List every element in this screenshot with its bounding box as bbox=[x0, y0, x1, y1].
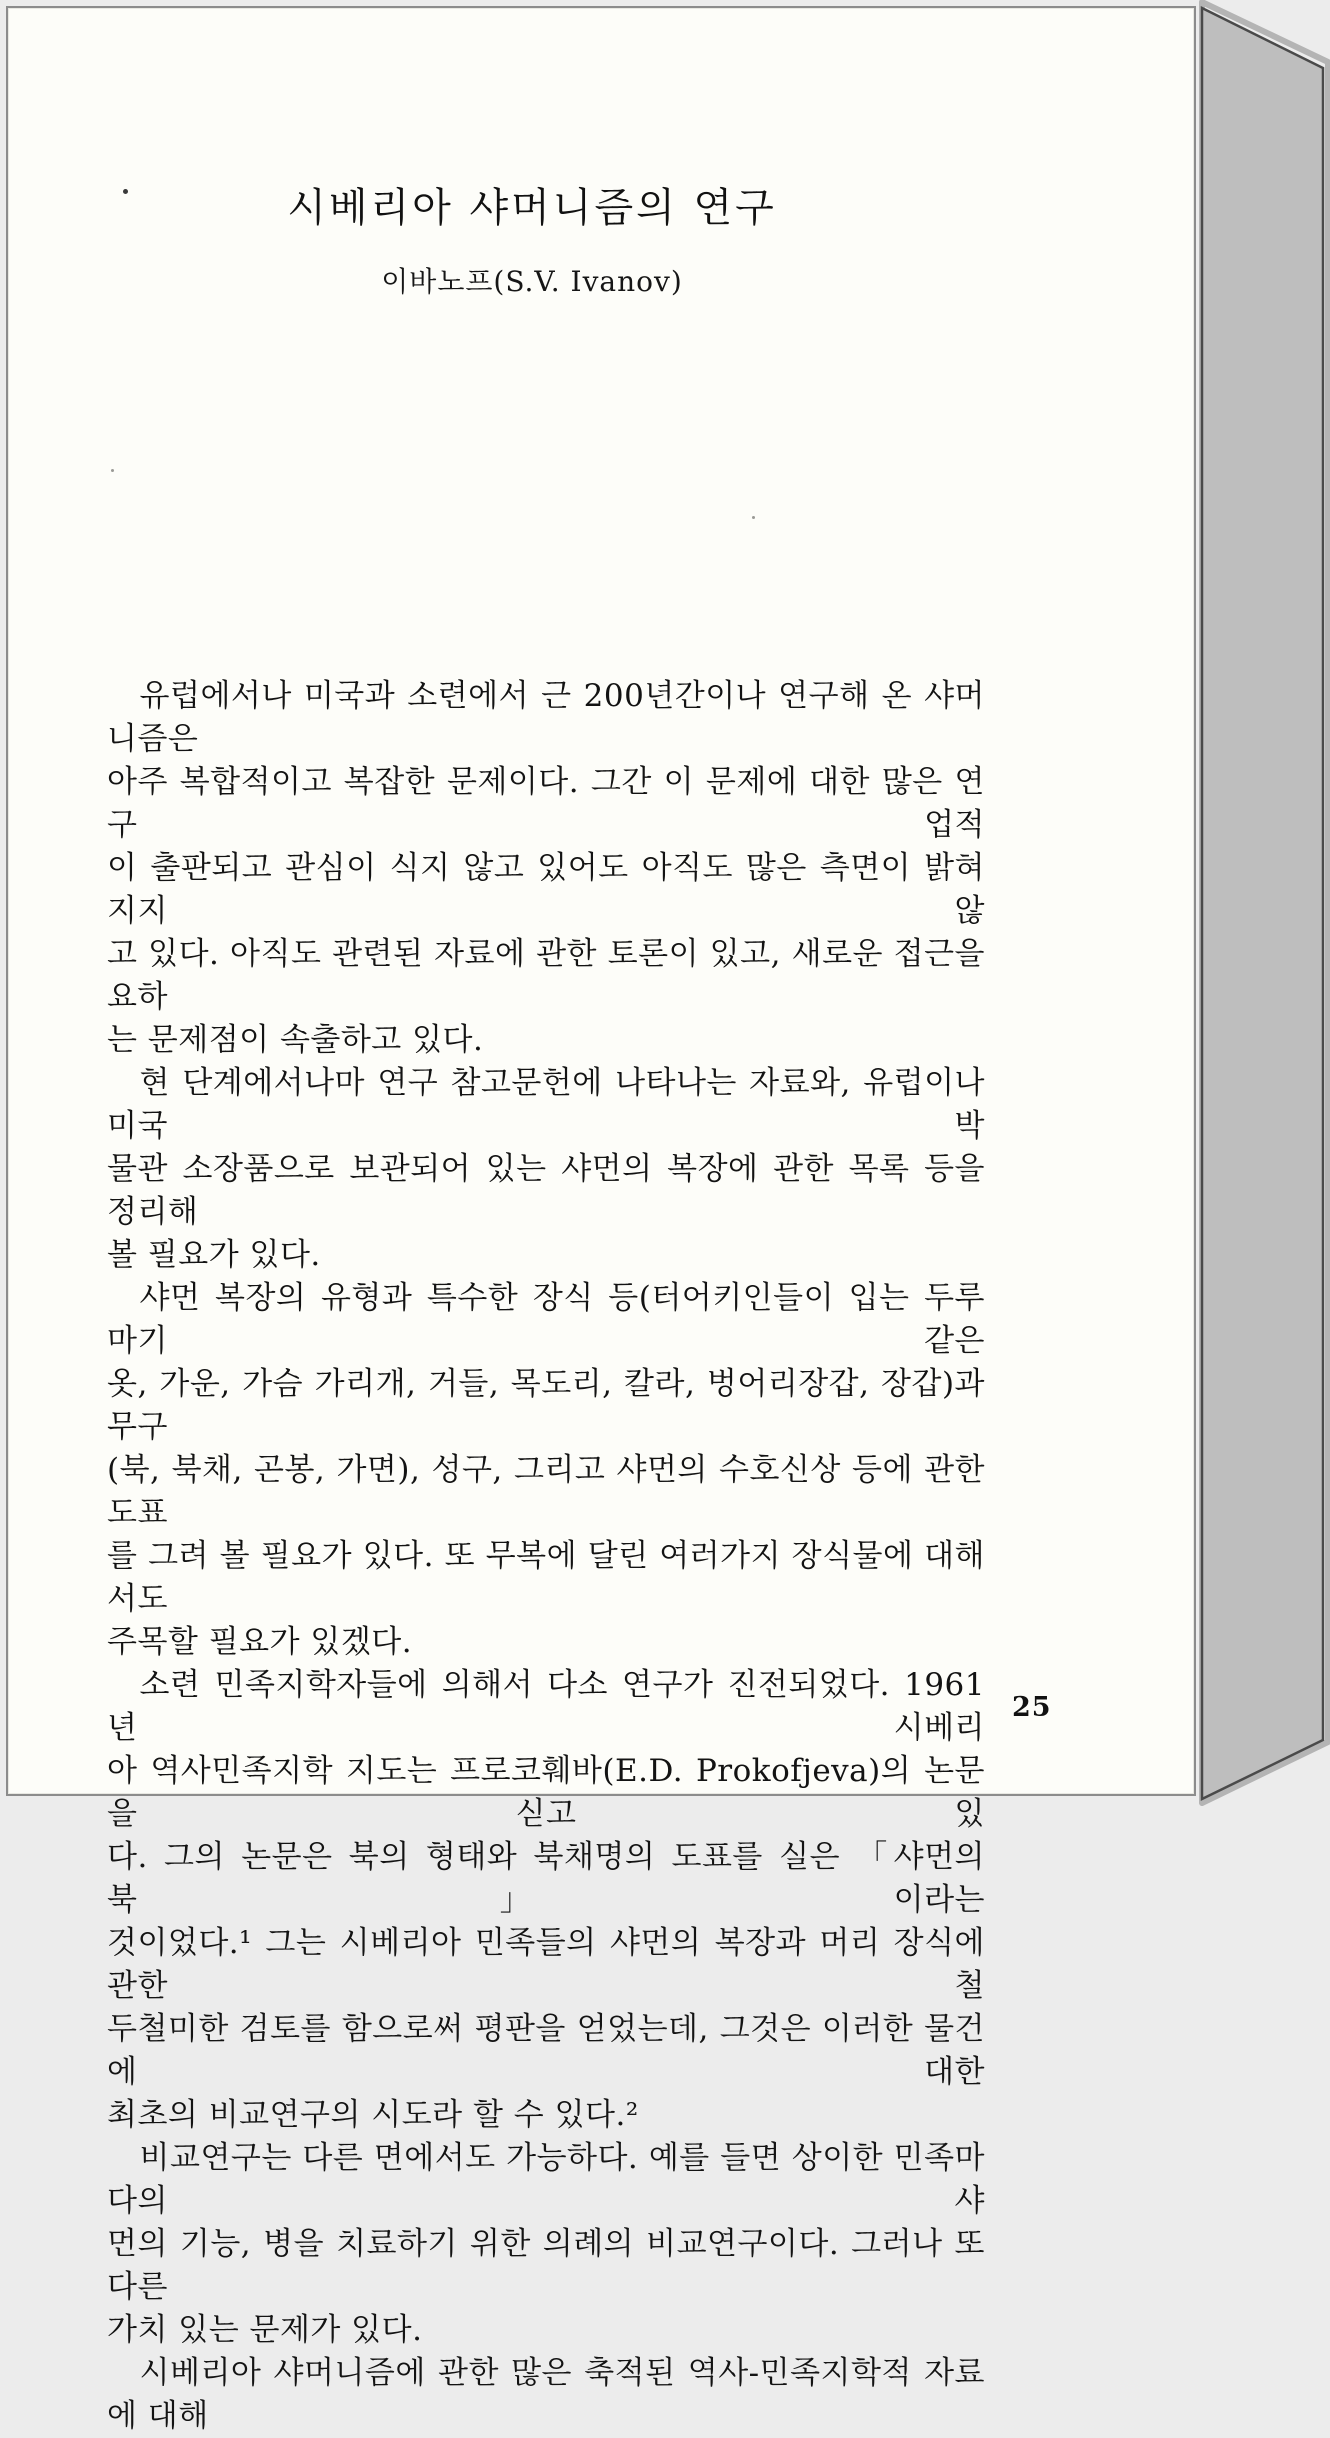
body-line: 물관 소장품으로 보관되어 있는 샤먼의 복장에 관한 목록 등을 정리해 bbox=[107, 1151, 985, 1230]
paragraph bbox=[107, 675, 985, 1062]
body-line: 주목할 필요가 있겠다. bbox=[107, 1624, 413, 1660]
book-pages-edge bbox=[1195, 0, 1330, 1806]
paragraph bbox=[107, 2137, 985, 2352]
body-text bbox=[107, 675, 985, 2438]
body-line: 아 역사민족지학 지도는 프로코훼바(E.D. Prokofjeva)의 논문을 싣고 있 bbox=[107, 1753, 985, 1832]
body-line: 가치 있는 문제가 있다. bbox=[107, 2312, 423, 2348]
paragraph bbox=[107, 1062, 985, 1277]
body-line: 고 있다. 아직도 관련된 자료에 관한 토론이 있고, 새로운 접근을 요하 bbox=[107, 936, 985, 1015]
body-line: 를 그려 볼 필요가 있다. 또 무복에 달린 여러가지 장식물에 대해서도 bbox=[107, 1538, 985, 1617]
body-line: 소련 민족지학자들에 의해서 다소 연구가 진전되었다. 1961년 시베리 bbox=[107, 1667, 985, 1746]
body-line: 두철미한 검토를 함으로써 평판을 얻었는데, 그것은 이러한 물건에 대한 bbox=[107, 2011, 985, 2090]
body-line: 것이었다.¹ 그는 시베리아 민족들의 샤먼의 복장과 머리 장식에 관한 철 bbox=[107, 1925, 985, 2004]
body-line: 샤먼 복장의 유형과 특수한 장식 등(터어키인들이 입는 두루마기 같은 bbox=[107, 1280, 985, 1359]
body-line: 최초의 비교연구의 시도라 할 수 있다.² bbox=[107, 2097, 639, 2133]
body-line: 시베리아 샤머니즘에 관한 많은 축적된 역사-민족지학적 자료에 대해 bbox=[107, 2355, 985, 2434]
article-author: 이바노프(S.V. Ivanov) bbox=[381, 265, 683, 298]
body-line: 유럽에서나 미국과 소련에서 근 200년간이나 연구해 온 샤머니즘은 bbox=[107, 678, 985, 757]
body-line: 옷, 가운, 가슴 가리개, 거들, 목도리, 칼라, 벙어리장갑, 장갑)과 무구 bbox=[107, 1366, 985, 1445]
body-line: 비교연구는 다른 면에서도 가능하다. 예를 들면 상이한 민족마다의 샤 bbox=[107, 2140, 985, 2219]
body-line: (북, 북채, 곤봉, 가면), 성구, 그리고 샤먼의 수호신상 등에 관한 도표 bbox=[107, 1452, 985, 1531]
paragraph bbox=[107, 1664, 985, 2137]
body-line: 볼 필요가 있다. bbox=[107, 1237, 321, 1273]
page-number: 25 bbox=[1012, 1692, 1052, 1723]
body-line: 는 문제점이 속출하고 있다. bbox=[107, 1022, 484, 1058]
scan-speck bbox=[111, 469, 114, 472]
scan-speck bbox=[752, 516, 755, 519]
article-title: 시베리아 샤머니즘의 연구 bbox=[287, 185, 777, 231]
body-line: 다. 그의 논문은 북의 형태와 북채명의 도표를 실은 「샤먼의 북」이라는 bbox=[107, 1839, 985, 1918]
body-line: 현 단계에서나마 연구 참고문헌에 나타나는 자료와, 유럽이나 미국 박 bbox=[107, 1065, 985, 1144]
body-line: 아주 복합적이고 복잡한 문제이다. 그간 이 문제에 대한 많은 연구 업적 bbox=[107, 764, 985, 843]
paragraph bbox=[107, 2352, 985, 2438]
body-line: 이 출판되고 관심이 식지 않고 있어도 아직도 많은 측면이 밝혀지지 않 bbox=[107, 850, 985, 929]
paragraph bbox=[107, 1277, 985, 1664]
body-line: 먼의 기능, 병을 치료하기 위한 의례의 비교연구이다. 그러나 또 다른 bbox=[107, 2226, 985, 2305]
